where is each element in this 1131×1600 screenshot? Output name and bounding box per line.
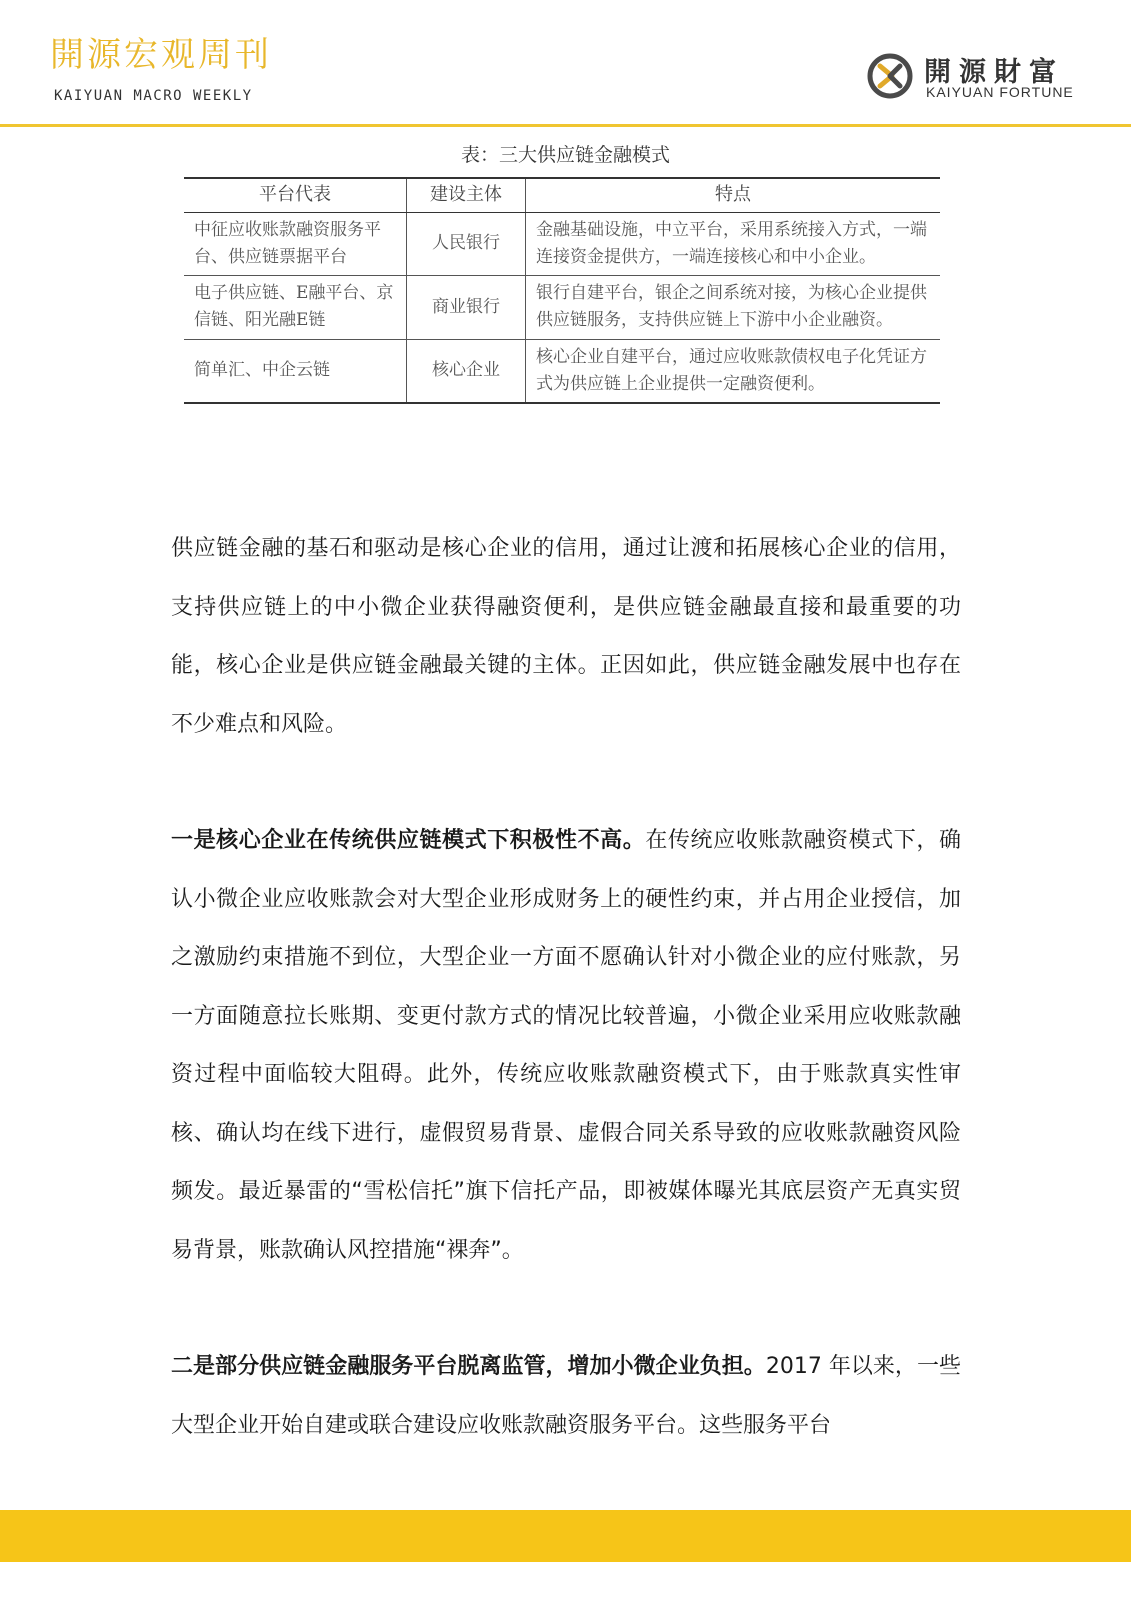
- cell-feature: 核心企业自建平台，通过应收账款债权电子化凭证方式为供应链上企业提供一定融资便利。: [526, 339, 941, 403]
- header-feature: 特点: [526, 178, 941, 212]
- paragraph-point-two-text: 2017 年以来，一些大型企业开始自建或联合建设应收账款融资服务平台。这些服务平台: [171, 1354, 961, 1438]
- cell-feature: 金融基础设施，中立平台，采用系统接入方式，一端连接资金提供方，一端连接核心和中小企业。: [526, 212, 941, 275]
- publication-subtitle: KAIYUAN MACRO WEEKLY: [54, 88, 253, 104]
- header-platform: 平台代表: [184, 178, 407, 212]
- cell-builder: 商业银行: [407, 276, 526, 339]
- company-logo: [866, 48, 1086, 108]
- table-header-row: [184, 178, 940, 212]
- header-builder: 建设主体: [407, 178, 526, 212]
- footer-bar: [0, 1510, 1131, 1562]
- cell-feature: 银行自建平台，银企之间系统对接，为核心企业提供供应链服务，支持供应链上下游中小企业融资。: [526, 276, 941, 339]
- kaiyuan-logo-icon: [866, 52, 914, 100]
- table-row: [184, 212, 940, 275]
- logo-english-name: KAIYUAN FORTUNE: [926, 84, 1074, 100]
- table-row: [184, 339, 940, 403]
- paragraph-point-one-text: 在传统应收账款融资模式下，确认小微企业应收账款会对大型企业形成财务上的硬性约束，并占用企业授信，加之激励约束措施不到位，大型企业一方面不愿确认针对小微企业的应付账款，另一方面随意拉长账期、变更付款方式的情况比较普遍，小微企业采用应收账款融资过程中面临较大阻碍。此外，传统应收账款融资模式下，由于账款真实性审核、确认均在线下进行，虚假贸易背景、虚假合同关系导致的应收账款融资风险频发。最近暴雷的“雪松信托”旗下信托产品，即被媒体曝光其底层资产无真实贸易背景，账款确认风控措施“裸奔”。: [171, 828, 961, 1263]
- paragraph-point-two: [171, 1338, 961, 1455]
- article-body: [171, 520, 961, 1455]
- paragraph-point-two-heading: 二是部分供应链金融服务平台脱离监管，增加小微企业负担。: [171, 1354, 766, 1379]
- cell-platform: 简单汇、中企云链: [184, 339, 407, 403]
- page-header: [0, 0, 1131, 128]
- table-row: [184, 276, 940, 339]
- cell-platform: 中征应收账款融资服务平台、供应链票据平台: [184, 212, 407, 275]
- table-caption: 表：三大供应链金融模式: [460, 144, 670, 166]
- cell-platform: 电子供应链、E融平台、京信链、阳光融E链: [184, 276, 407, 339]
- supply-chain-table: [184, 177, 940, 404]
- header-divider: [0, 124, 1131, 127]
- cell-builder: 核心企业: [407, 339, 526, 403]
- paragraph-point-one-heading: 一是核心企业在传统供应链模式下积极性不高。: [171, 828, 646, 853]
- paragraph-point-one: [171, 812, 961, 1280]
- paragraph-core-credit: 供应链金融的基石和驱动是核心企业的信用，通过让渡和拓展核心企业的信用，支持供应链上的中小微企业获得融资便利，是供应链金融最直接和最重要的功能，核心企业是供应链金融最关键的主体。正因如此，供应链金融发展中也存在不少难点和风险。: [171, 536, 961, 737]
- cell-builder: 人民银行: [407, 212, 526, 275]
- publication-title: 開源宏观周刊: [50, 35, 272, 75]
- logo-chinese-name: 開源財富: [924, 57, 1064, 88]
